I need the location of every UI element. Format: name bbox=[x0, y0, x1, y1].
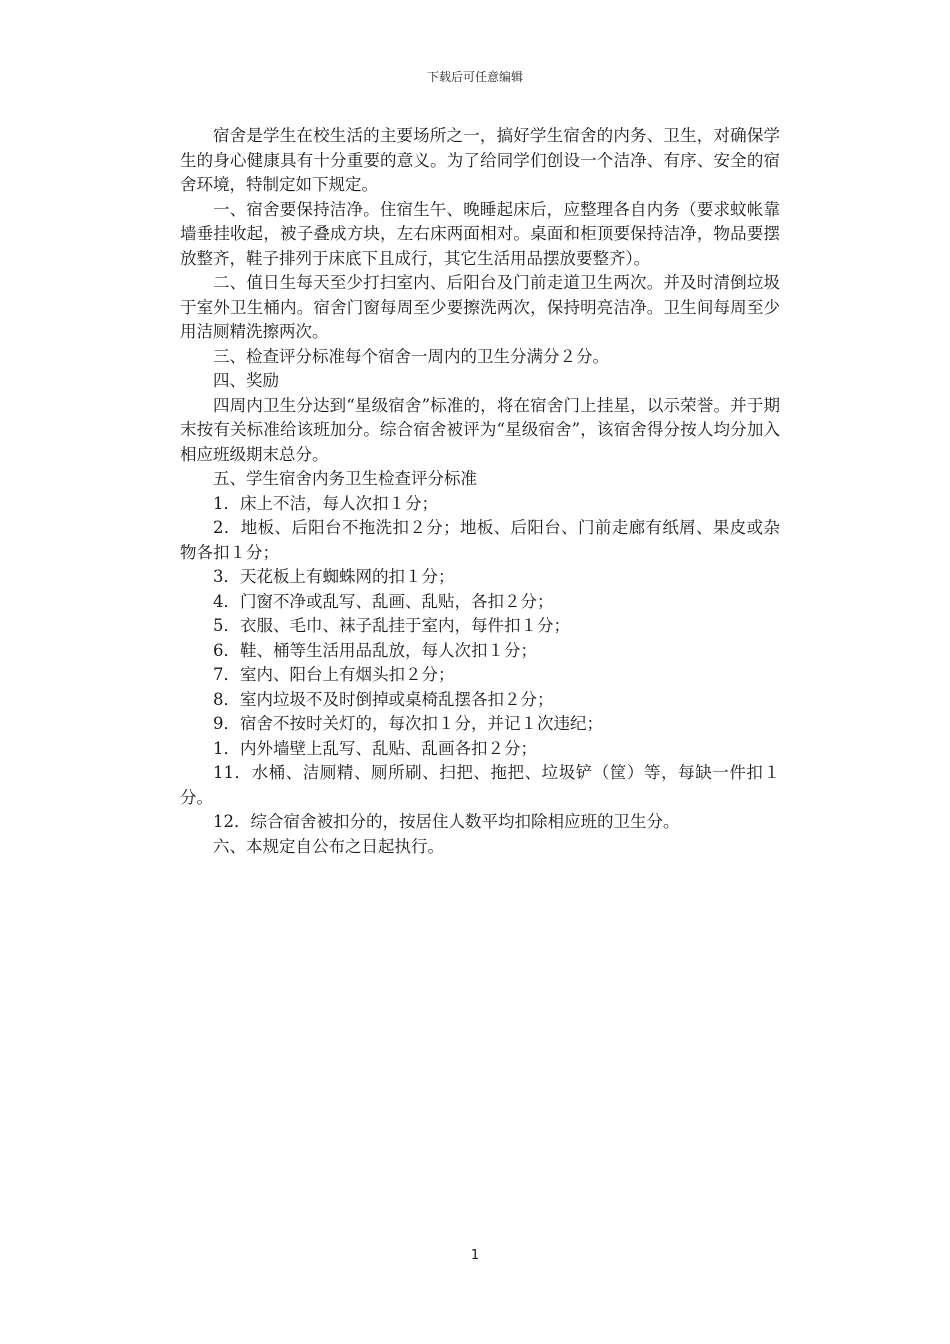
paragraph-rule-6: 六、本规定自公布之日起执行。 bbox=[213, 836, 444, 856]
paragraph-intro: 宿舍是学生在校生活的主要场所之一，搞好学生宿舍的内务、卫生，对确保学生的身心健康具有十分重要的意义。为了给同学们创设一个洁净、有序、安全的宿舍环境，特制定如下规定。 bbox=[180, 126, 780, 194]
list-item: 8．室内垃圾不及时倒掉或桌椅乱摆各扣２分； bbox=[213, 689, 554, 709]
list-item: 4．门窗不净或乱写、乱画、乱贴，各扣２分； bbox=[213, 591, 554, 611]
paragraph-rule-5-heading: 五、学生宿舍内务卫生检查评分标准 bbox=[213, 469, 477, 488]
page-header: 下载后可任意编辑 bbox=[426, 70, 523, 84]
list-item: 2．地板、后阳台不拖洗扣２分；地板、后阳台、门前走廊有纸屑、果皮或杂物各扣１分； bbox=[180, 518, 780, 562]
list-item: 6．鞋、桶等生活用品乱放，每人次扣１分； bbox=[213, 640, 537, 660]
paragraph-rule-2: 二、值日生每天至少打扫室内、后阳台及门前走道卫生两次。并及时清倒垃圾于室外卫生桶内。宿舍门窗每周至少要擦洗两次，保持明亮洁净。卫生间每周至少用洁厕精洗擦两次。 bbox=[180, 273, 780, 341]
page-number: 1 bbox=[470, 1248, 480, 1263]
list-item: 7．室内、阳台上有烟头扣２分； bbox=[213, 665, 455, 684]
document-body bbox=[180, 124, 780, 859]
list-item: 9．宿舍不按时关灯的，每次扣１分，并记１次违纪； bbox=[213, 714, 603, 733]
paragraph-rule-1: 一、宿舍要保持洁净。住宿生午、晚睡起床后，应整理各自内务（要求蚊帐靠墙垂挂收起，被子叠成方块，左右床两面相对。桌面和柜顶要保持洁净，物品要摆放整齐，鞋子排列于床底下且成行，其它生活用品摆放要整齐）。 bbox=[180, 199, 780, 268]
list-item: 12．综合宿舍被扣分的，按居住人数平均扣除相应班的卫生分。 bbox=[213, 812, 680, 831]
list-item: 11．水桶、洁厕精、厕所刷、扫把、拖把、垃圾铲（筐）等，每缺一件扣１分。 bbox=[180, 763, 780, 807]
paragraph-rule-4-heading: 四、奖励 bbox=[213, 371, 279, 390]
paragraph-reward: 四周内卫生分达到“星级宿舍”标准的，将在宿舍门上挂星，以示荣誉。并于期末按有关标准给该班加分。综合宿舍被评为“星级宿舍”，该宿舍得分按人均分加入相应班级期末总分。 bbox=[180, 395, 780, 464]
list-item: 3．天花板上有蜘蛛网的扣１分； bbox=[213, 567, 455, 586]
list-item: 1．床上不洁，每人次扣１分； bbox=[213, 493, 438, 513]
paragraph-rule-3: 三、检查评分标准每个宿舍一周内的卫生分满分２分。 bbox=[213, 346, 609, 366]
list-item: 5．衣服、毛巾、袜子乱挂于室内，每件扣１分； bbox=[213, 616, 570, 635]
list-item: 1．内外墙壁上乱写、乱贴、乱画各扣２分； bbox=[213, 738, 537, 758]
